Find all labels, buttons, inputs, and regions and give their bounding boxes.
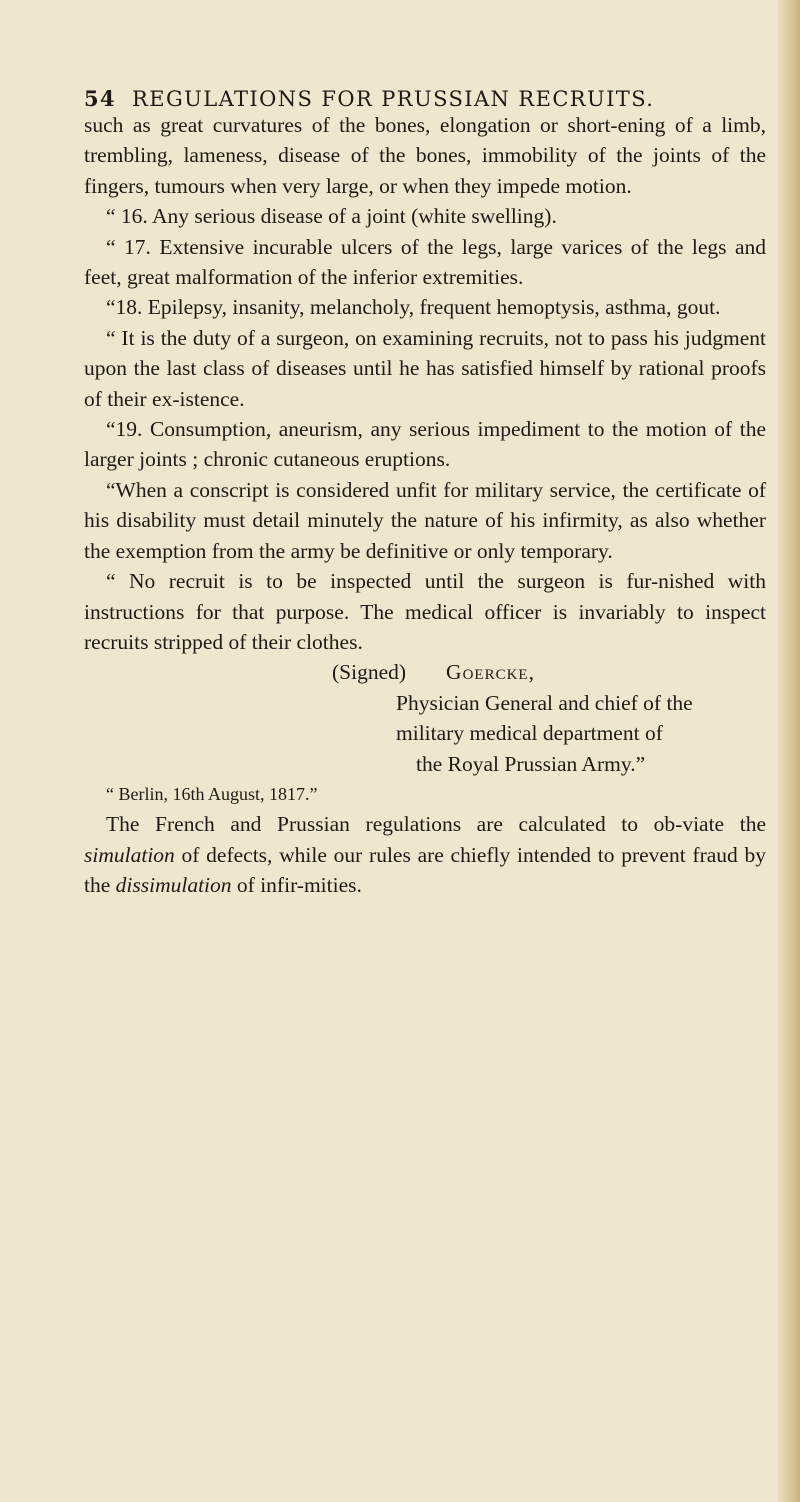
signatory-title-2: military medical department of	[396, 721, 663, 746]
signed-label: (Signed)	[332, 660, 407, 685]
closing-emphasis-2: dissimulation	[115, 873, 232, 898]
page-body	[84, 110, 766, 901]
page-number: 54	[84, 86, 117, 111]
running-header	[84, 86, 764, 111]
paragraph-surgeon-duty: “ It is the duty of a surgeon, on examining recruits, not to pass his judgment upon the last class of diseases until he has satisfied himself by rational proofs of their ex-istence.	[84, 325, 766, 411]
closing-text-2: of defects, while our rules are chiefly intended to prevent fraud by the	[84, 842, 766, 898]
paragraph-inspection: “ No recruit is to be inspected until the surgeon is fur-nished with instructions for that purpose. The medical officer is invariably to inspect recruits stripped of their clothes.	[84, 569, 766, 654]
page-edge	[778, 0, 800, 1502]
paragraph-item-17: “ 17. Extensive incurable ulcers of the legs, large varices of the legs and feet, great malformation of the inferior extremities.	[84, 234, 766, 290]
running-title: REGULATIONS FOR PRUSSIAN RECRUITS.	[132, 87, 655, 111]
closing-text-3: of infir-mities.	[231, 873, 362, 898]
paragraph-closing	[84, 809, 766, 900]
paragraph-item-19: “19. Consumption, aneurism, any serious impediment to the motion of the larger joints ; chronic cutaneous eruptions.	[84, 417, 766, 472]
signatory-title-1: Physician General and chief of the	[396, 690, 693, 715]
paragraph-item-18: “18. Epilepsy, insanity, melancholy, frequent hemoptysis, asthma, gout.	[106, 295, 721, 320]
paragraph-continuation: such as great curvatures of the bones, elongation or short-ening of a limb, trembling, lameness, disease of the bones, immobility of the joints of the fingers, tumours when very large, or when they impede motion.	[84, 113, 766, 198]
paragraph-item-16: “ 16. Any serious disease of a joint (white swelling).	[106, 204, 557, 229]
dateline: “ Berlin, 16th August, 1817.”	[106, 783, 318, 804]
signatory-title-3: the Royal Prussian Army.”	[416, 751, 646, 776]
signatory-name: Goercke,	[446, 660, 535, 685]
signature-line	[84, 657, 766, 687]
paragraph-conscript: “When a conscript is considered unfit for military service, the certificate of his disability must detail minutely the nature of his infirmity, as also whether the exemption from the army be definitive or only temporary.	[84, 477, 766, 563]
closing-emphasis-1: simulation	[84, 842, 175, 867]
closing-text-1: The French and Prussian regulations are calculated to ob-viate the	[106, 812, 766, 837]
